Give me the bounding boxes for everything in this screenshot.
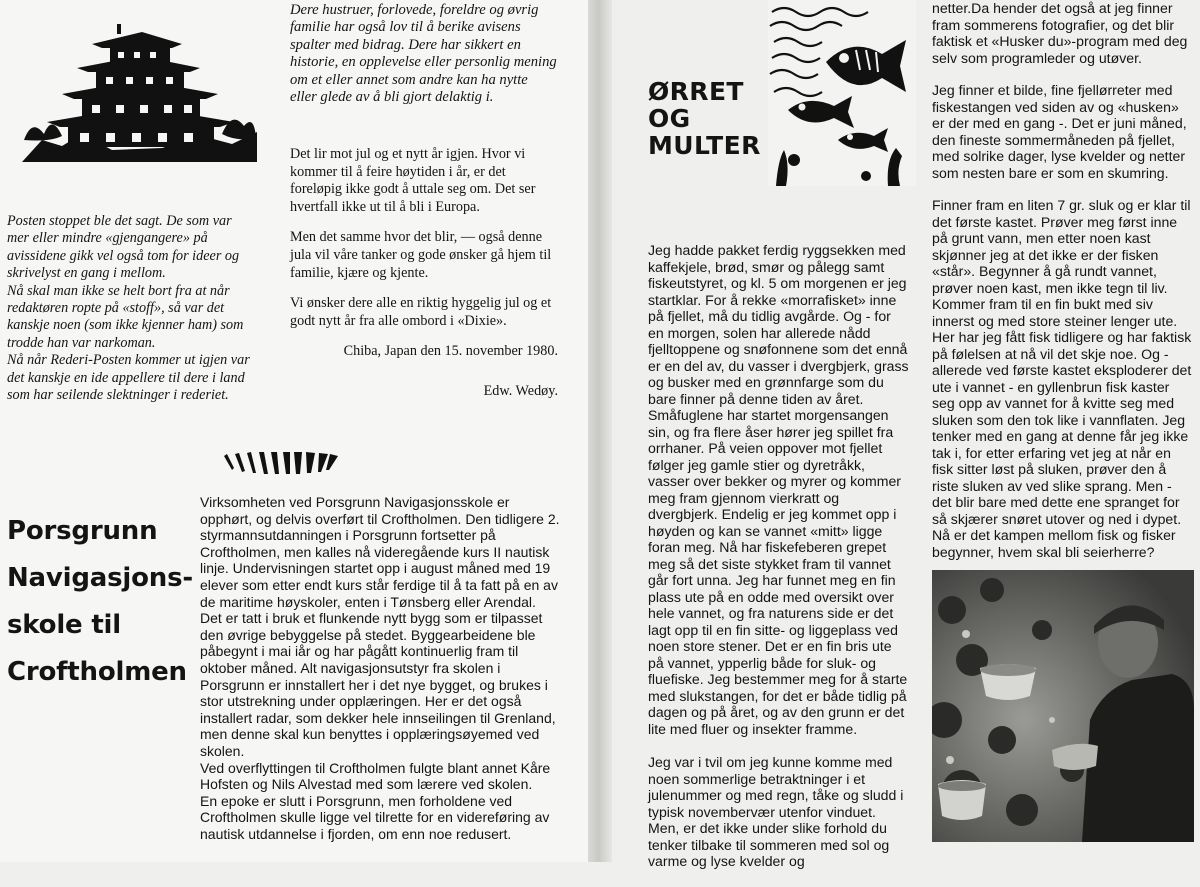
article-paragraph: Virksomheten ved Porsgrunn Navigasjonsskole er opphørt, og delvis overført til Croftholmen. Den tidligere 2. styrmannsutdanningen i Porsgrunn fortsetter på Croftholmen, men kalles nå videregående kurs II nautisk linje. Undervisningen startet opp i august måned med 19 elever som etter endt kurs står ferdige til å ta fatt på en av de maritime høyskoler, enten i Tønsberg eller Arendal. (200, 494, 560, 610)
headline-line: ØRRET (648, 77, 744, 106)
editor-letter (290, 146, 558, 414)
article-paragraph: netter.Da hender det også at jeg finner fram sommerens fotografier, og det blir faktisk et «Husker du»-program med deg selv som programleder og utøver. (932, 0, 1188, 66)
article-paragraph: Finner fram en liten 7 gr. sluk og er klar til det første kastet. Prøver meg først inne på grunt vann, men etter noen kast skjønner jeg at det ikke er der fisken «står». Begynner å gå rundt vannet, prøver noen kast, men ikke tegn til liv. Kommer fram til en fin bukt med siv innerst og med store steiner lenger ute. Her har jeg fått fisk tidligere og har faktisk på følelsen at nå vil det skje noe. Og - allerede ved første kastet eksploderer det ute i vannet - en gyllenbrun fisk kaster seg opp av vannet for å kvitte seg med sluken som den tok like i vannflaten. Jeg tenker med en gang at denne får jeg ikke tak i, for etter erfaring vet jeg at når en fisk sitter løst på sluken, prøver den å riste sluken av ved slike sprang. Men - det blir bare med dette ene spranget for så skjærer snøret utover og ned i dypet. Nå er det kampen mellom fisk og fisker begynner, hvem skal bli seierherre? (932, 197, 1192, 560)
fishing-article-column-2 (932, 0, 1194, 576)
article-paragraph: Jeg var i tvil om jeg kunne komme med noen sommerlige betraktninger i et julenummer og med regn, tåke og sludd i typisk novembervær utenfor vinduet. Men, er det ikke under slike forhold du tenker tilbake til sommeren med sol og varme og lyse kvelder og (648, 754, 904, 869)
posten-paragraph: Nå når Rederi-Posten kommer ut igjen var det kanskje en ide appellere til dere i land som har seilende slektninger i rederiet. (7, 352, 250, 404)
article-paragraph: Jeg finner et bilde, fine fjellørreter med fiskestangen ved siden av og «husken» er der med en gang -. Det er juni måned, den fineste sommermåneden på fjellet, med solrike dager, lyse kvelder og netter som nesten bare er som en skumring. (932, 82, 1187, 181)
headline-orret-og-multer (648, 77, 761, 160)
letter-paragraph: Vi ønsker dere alle en riktig hyggelig jul og et godt nytt år fra alle ombord i «Dixie». (290, 295, 552, 329)
headline-line: skole til (7, 610, 121, 640)
fish-illustration (768, 0, 916, 186)
posten-article (7, 213, 251, 404)
headline-porsgrunn (7, 508, 192, 696)
headline-line: Navigasjons- (7, 563, 193, 593)
article-paragraph: En epoke er slutt i Porsgrunn, men forholdene ved Croftholmen skulle ligge vel tilrette for en videreføring av nautisk utdannelse i fjorden, om enn noe redusert. (200, 792, 550, 842)
headline-line: Croftholmen (7, 657, 187, 687)
pagoda-illustration (22, 22, 257, 162)
page-gutter (588, 0, 612, 862)
headline-line: MULTER (648, 131, 761, 160)
article-paragraph: Jeg hadde pakket ferdig ryggsekken med kaffekjele, brød, smør og pålegg samt fiskeutstyret, og kl. 5 om morgenen er jeg startklar. For å rekke «morrafisket» inne på fjellet, må du tidlig avgårde. Og - for en morgen, solen har allerede nådd fjelltoppene og snøfonnene som det ennå er en del av, du vasser i dvergbjerk, grass og busker med en grønnfarge som du bare finner på denne tiden av året. Småfuglene har startet morgensangen sin, og fra flere åser hører jeg spillet fra orrhaner. På veien oppover mot fjellet følger jeg gamle stier og dyretråkk, vasser over bekker og myrer og kommer meg fram gjennom vierkratt og dvergbjerk. Endelig er jeg kommet opp i høyden og kan se vannet «mitt» ligge foran meg. Nå har fiskefeberen grepet meg så det siste stykket fram til vannet går fort unna. Jeg har funnet meg en fin plass ute på en odde med oversikt over hele vannet, og fra naturens side er det lagt opp til en fin sitte- og liggeplass ved noen store stener. Det er en fin bris ute på vannet, ypperlig både for sluk- og fluefiske. Jeg bestemmer meg for å starte med slukstangen, for det er både tidlig på dagen og på året, og av den grunn er det lite med fluer og insekter framme. (648, 242, 909, 737)
flourish-ornament (222, 448, 340, 478)
letter-place-date: Chiba, Japan den 15. november 1980. (343, 343, 558, 360)
left-page (0, 0, 588, 862)
intro-italic-paragraph: Dere hustruer, forlovede, foreldre og øvrig familie har også lov til å berike avisens spalter med bidrag. Dere har sikkert en historie, en opplevelse eller personlig mening om et eller annet som andre kan ha nytte eller glede av å bli gjort delaktig i. (290, 2, 557, 106)
letter-paragraph: Men det samme hvor det blir, — også denne jula vil våre tanker og gode ønsker gå hjem til familie, kjære og kjente. (290, 229, 552, 281)
posten-paragraph: Posten stoppet ble det sagt. De som var mer eller mindre «gjengangere» på avissidene gikk vel også tom for ideer og skrivelyst en gang i mellom. (7, 213, 240, 282)
navigation-school-article (200, 494, 560, 842)
letter-signature: Edw. Wedøy. (483, 382, 558, 399)
article-paragraph: Det er tatt i bruk et flunkende nytt bygg som er tilpasset den øvrige bebyggelse på stedet. Byggearbeidene ble påbegynt i mai iår og har pågått kontinuerlig fram til oktober måned. Alt navigasjonsutstyr fra skolen i Porsgrunn er innstallert her i det nye bygget, og brukes i stor utstrekning under opplæringen. Her er det også installert radar, som dekker hele innseilingen til Grenland, men denne skal kun benyttes i opplæringsøyemed ved skolen. (200, 610, 556, 759)
posten-paragraph: Nå skal man ikke se helt bort fra at når redaktøren ropte på «stoff», så var det kanskje noen (som ikke kjenner ham) som trodde han var narkoman. (7, 282, 244, 351)
article-paragraph: Ved overflyttingen til Croftholmen fulgte blant annet Kåre Hofsten og Nils Alvestad med som lærere ved skolen. (200, 759, 551, 793)
headline-line: Porsgrunn (7, 516, 158, 546)
fishing-article-column-1 (648, 242, 910, 887)
letter-paragraph: Det lir mot jul og et nytt år igjen. Hvor vi kommer til å feire høytiden i år, er det foreløpig ikke godt å uttale seg om. Det ser hvertfall ikke ut til å bli i Europa. (290, 146, 536, 215)
headline-line: OG (648, 104, 691, 133)
berry-picking-photo (932, 570, 1194, 842)
